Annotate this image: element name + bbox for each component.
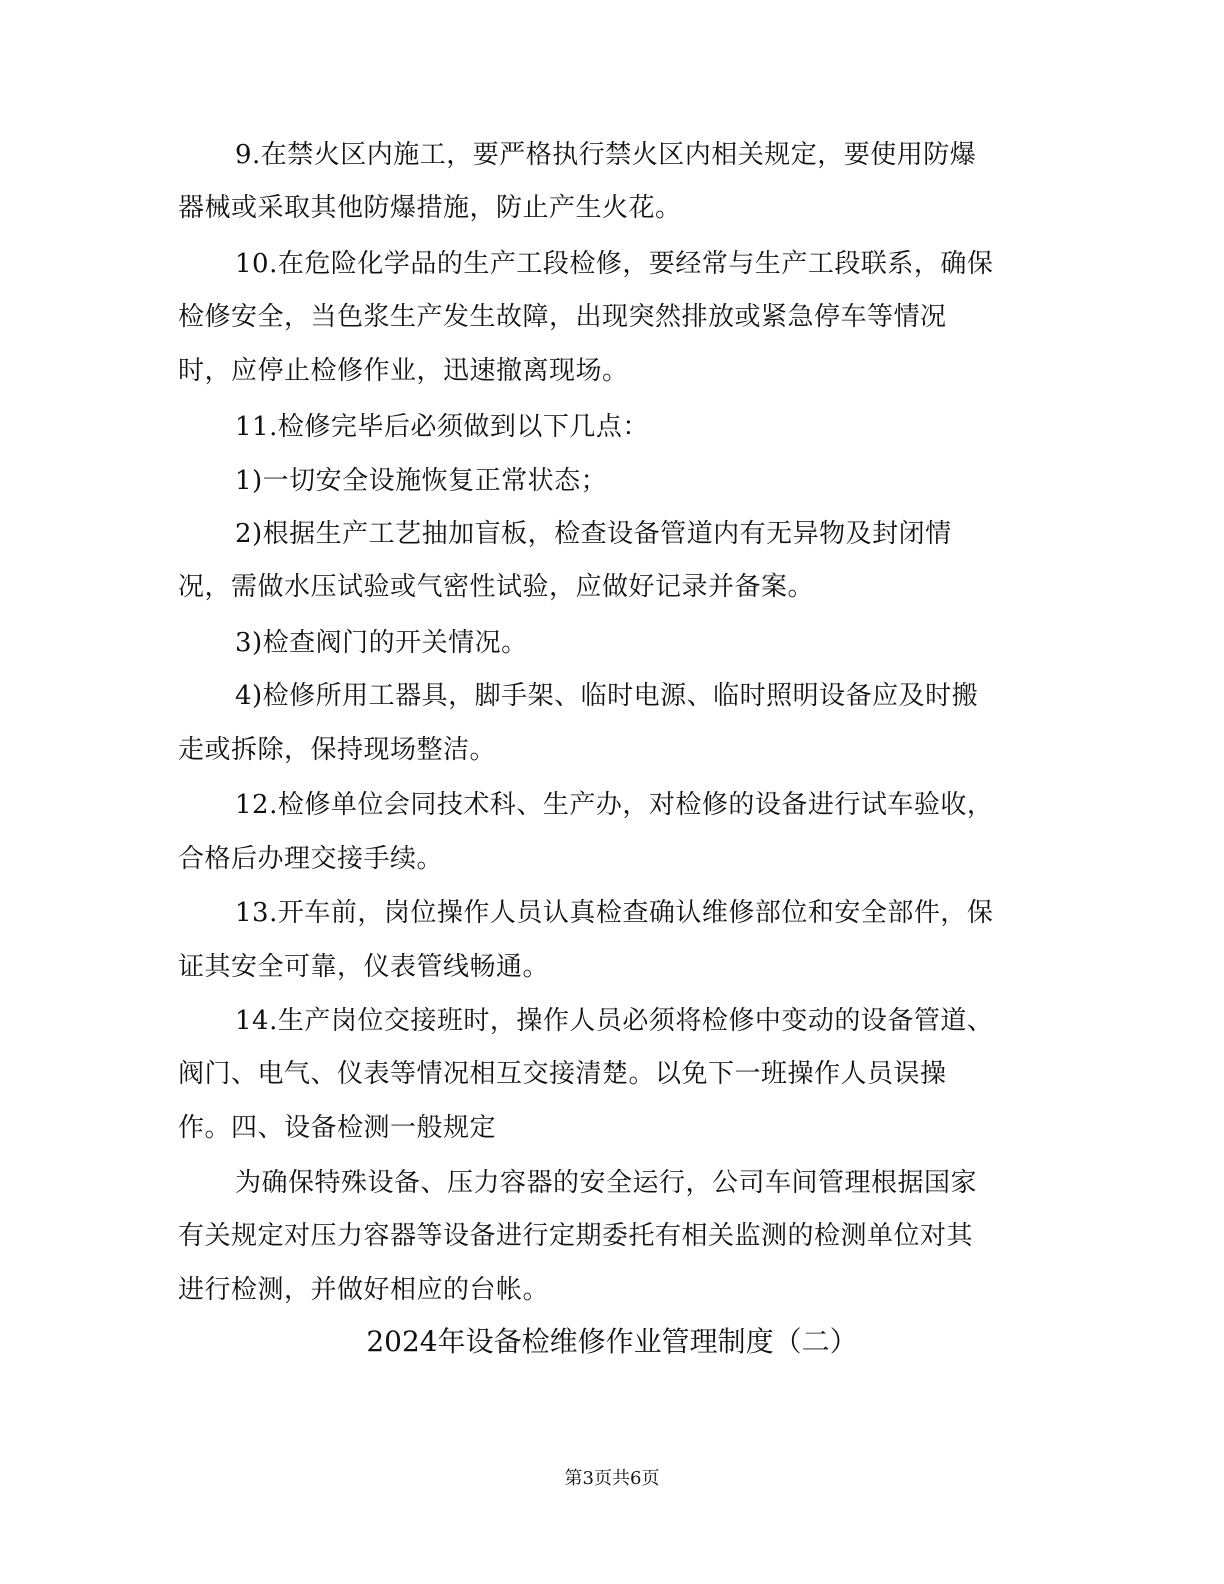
text-line: 作。四、设备检测一般规定 [178, 1113, 497, 1143]
text-line: 证其安全可靠，仪表管线畅通。 [178, 952, 550, 982]
text-line: 阀门、电气、仪表等情况相互交接清楚。以免下一班操作人员误操 [178, 1059, 947, 1089]
text-line: 器械或采取其他防爆措施，防止产生火花。 [178, 193, 682, 223]
text-line: 11.检修完毕后必须做到以下几点： [235, 412, 649, 442]
text-line: 况，需做水压试验或气密性试验，应做好记录并备案。 [178, 572, 815, 602]
text-line: 合格后办理交接手续。 [178, 844, 444, 874]
text-line: 时，应停止检修作业，迅速撤离现场。 [178, 356, 629, 386]
page-number-footer: 第3页共6页 [564, 1468, 660, 1489]
text-line: 4)检修所用工器具，脚手架、临时电源、临时照明设备应及时搬 [235, 681, 979, 711]
text-line: 检修安全，当色浆生产发生故障，出现突然排放或紧急停车等情况 [178, 302, 947, 332]
text-line: 3)检查阀门的开关情况。 [235, 628, 528, 658]
text-line: 14.生产岗位交接班时，操作人员必须将检修中变动的设备管道、 [235, 1006, 994, 1036]
text-line: 12.检修单位会同技术科、生产办，对检修的设备进行试车验收， [235, 790, 994, 820]
text-line: 为确保特殊设备、压力容器的安全运行，公司车间管理根据国家 [235, 1168, 978, 1198]
text-line: 有关规定对压力容器等设备进行定期委托有相关监测的检测单位对其 [178, 1221, 974, 1251]
text-line: 走或拆除，保持现场整洁。 [178, 735, 497, 765]
text-line: 9.在禁火区内施工，要严格执行禁火区内相关规定，要使用防爆 [235, 140, 977, 170]
text-line: 10.在危险化学品的生产工段检修，要经常与生产工段联系，确保 [235, 249, 994, 279]
text-line: 2)根据生产工艺抽加盲板，检查设备管道内有无异物及封闭情 [235, 519, 952, 549]
section-title: 2024年设备检维修作业管理制度（二） [366, 1325, 858, 1358]
text-line: 1)一切安全设施恢复正常状态； [235, 466, 608, 496]
text-line: 进行检测，并做好相应的台帐。 [178, 1275, 550, 1305]
text-line: 13.开车前，岗位操作人员认真检查确认维修部位和安全部件，保 [235, 898, 994, 928]
